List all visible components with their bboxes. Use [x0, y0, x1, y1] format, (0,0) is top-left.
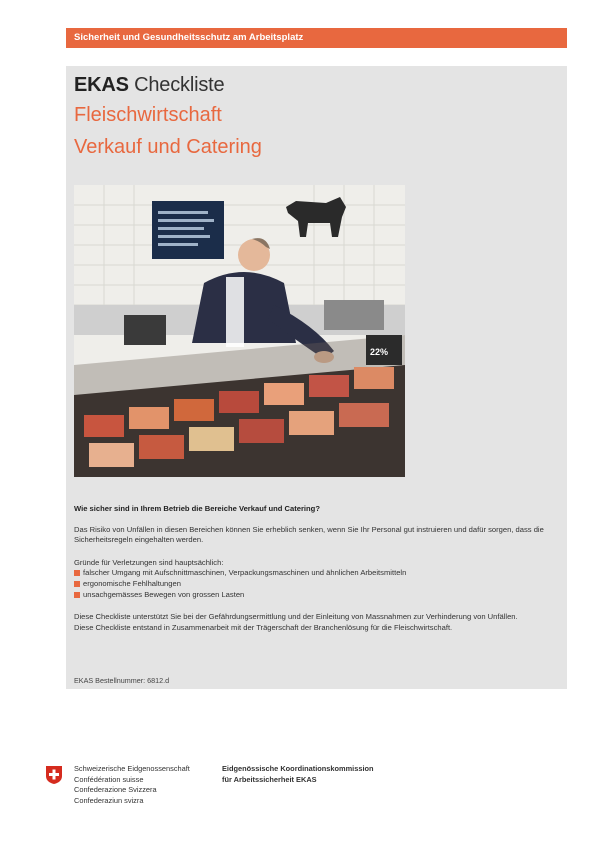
title-line-2: Verkauf und Catering	[74, 136, 262, 158]
intro-section	[74, 504, 559, 633]
confed-line: Confédération suisse	[74, 774, 144, 784]
closing-paragraph-2: Diese Checkliste entstand in Zusammenarbeit mit der Trägerschaft der Branchenlösung für die Fleischwirtschaft.	[74, 622, 453, 632]
intro-question: Wie sicher sind in Ihrem Betrieb die Bereiche Verkauf und Catering?	[74, 504, 320, 513]
order-number: EKAS Bestellnummer: 6812.d	[74, 676, 170, 685]
brand-checkliste: Checkliste	[134, 74, 225, 96]
footer	[46, 764, 566, 824]
intro-paragraph: Das Risiko von Unfällen in diesen Bereichen können Sie erheblich senken, wenn Sie Ihr Personal gut instruieren und dafür sorgen, dass die Sicherheitsregeln eingehalten werden.	[74, 524, 544, 545]
cover-photo	[74, 185, 405, 477]
confed-line: Schweizerische Eidgenossenschaft	[74, 764, 190, 773]
reasons-list	[74, 568, 559, 600]
price-sign-text: 22%	[370, 347, 389, 357]
header-bar	[66, 28, 567, 48]
reasons-label: Gründe für Verletzungen sind hauptsächlich:	[74, 557, 224, 567]
ekas-commission	[222, 764, 374, 785]
reason-item: ergonomische Fehlhaltungen	[74, 579, 559, 590]
cover-panel	[66, 66, 567, 689]
confederation-names	[74, 764, 190, 806]
reason-item: falscher Umgang mit Aufschnittmaschinen, Verpackungsmaschinen und ähnlichen Arbeitsmitteln	[74, 568, 559, 579]
reason-item: unsachgemässes Bewegen von grossen Lasten	[74, 590, 559, 601]
brand-ekas: EKAS	[74, 74, 129, 96]
confed-line: Confederazione Svizzera	[74, 785, 157, 795]
closing-paragraph-1: Diese Checkliste unterstützt Sie bei der Gefährdungsermittlung und der Einleitung von Massnahmen zur Verhinderung von Unfällen.	[74, 612, 518, 622]
swiss-shield-icon	[46, 766, 62, 784]
ekas-line: Eidgenössische Koordinationskommission	[222, 764, 374, 773]
ekas-line: für Arbeitssicherheit EKAS	[222, 774, 317, 784]
document-brand	[74, 74, 224, 97]
confed-line: Confederaziun svizra	[74, 795, 144, 805]
header-text: Sicherheit und Gesundheitsschutz am Arbeitsplatz	[74, 32, 304, 43]
title-line-1: Fleischwirtschaft	[74, 104, 222, 126]
